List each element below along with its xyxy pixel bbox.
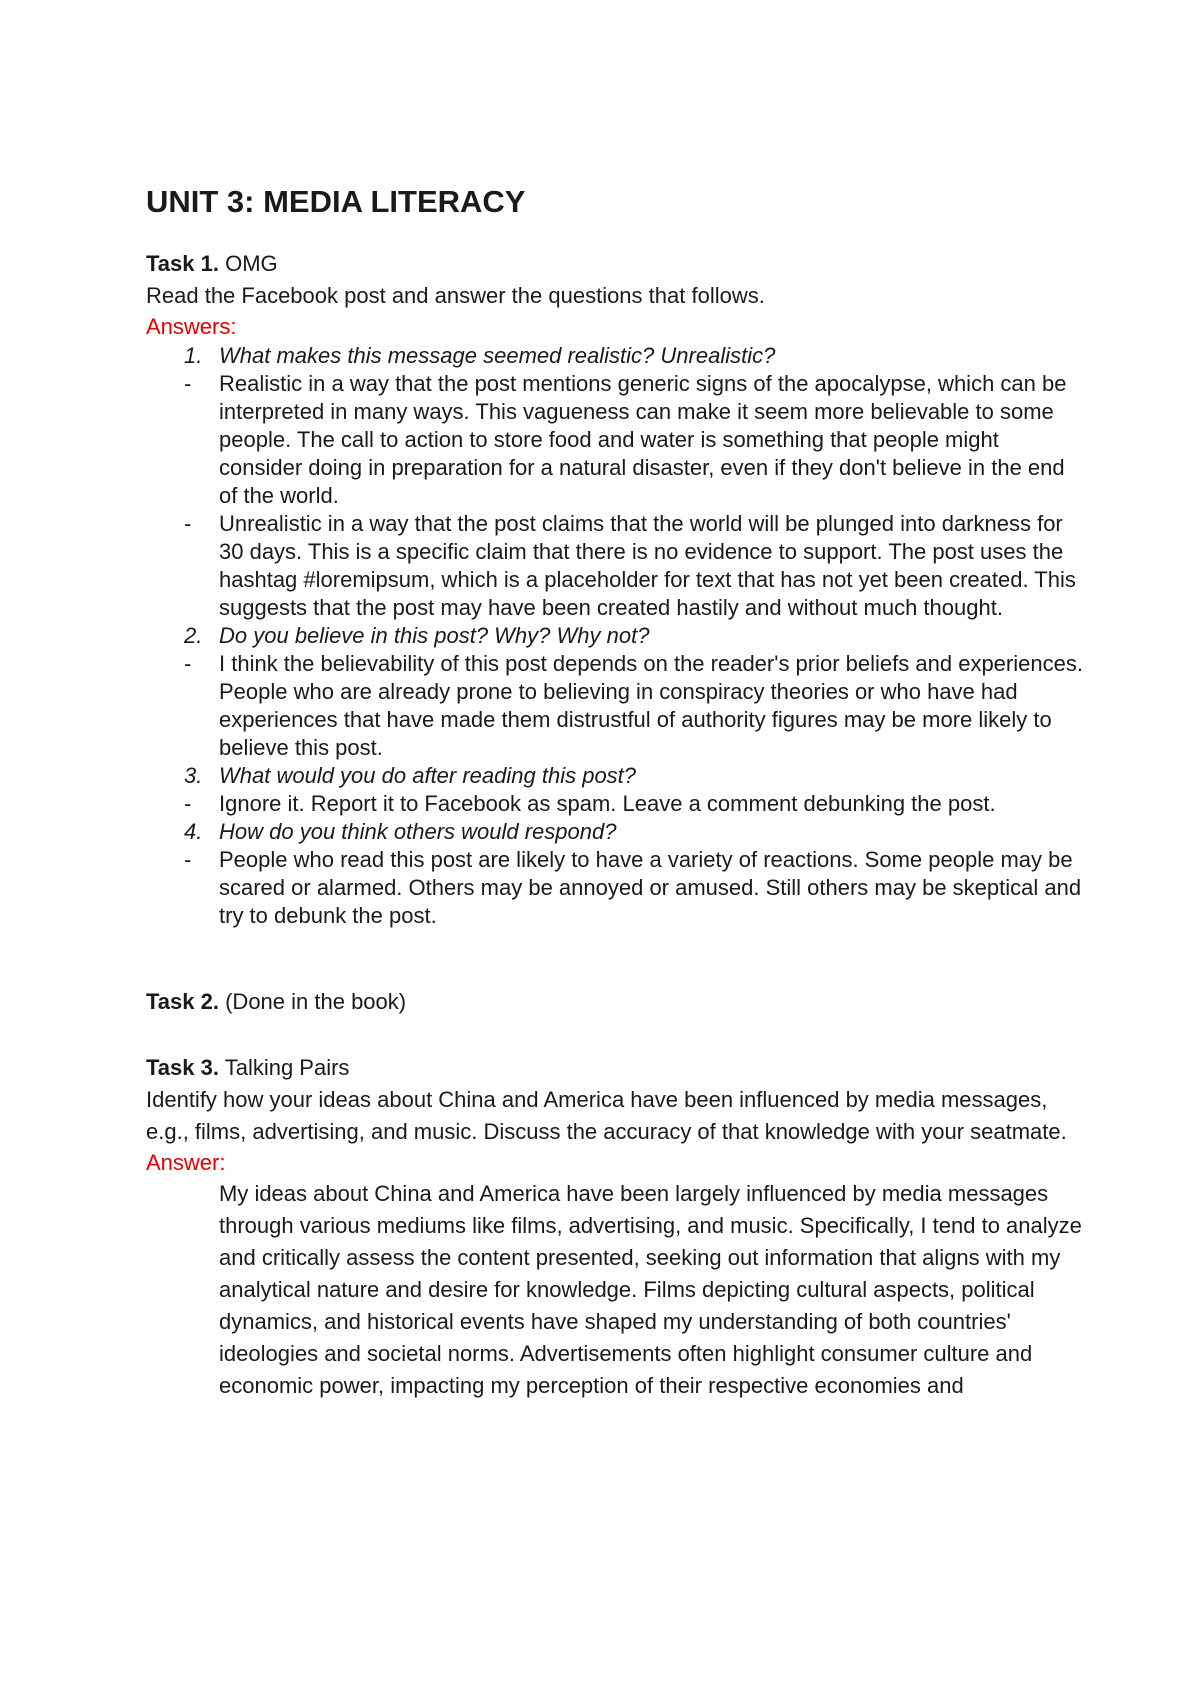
answer-1a <box>146 370 1086 510</box>
spacer <box>146 1018 1086 1052</box>
document-content <box>146 180 1086 1402</box>
task3-name: Talking Pairs <box>224 1055 350 1080</box>
list-marker: 1. <box>184 343 203 368</box>
list-marker: - <box>184 511 192 536</box>
task2-label: Task 2. <box>146 989 219 1014</box>
answer-3 <box>146 790 1086 818</box>
page-title: UNIT 3: MEDIA LITERACY <box>146 184 526 219</box>
answer-text: I think the believability of this post depends on the reader's prior beliefs and experiences. People who are already prone to believing in conspiracy theories or who have had experiences that have made them distrustful of authority figures may be more likely to believe this post. <box>219 651 1083 760</box>
task1-instruction: Read the Facebook post and answer the questions that follows. <box>146 283 765 308</box>
question-3 <box>146 762 1086 790</box>
answer-text: Ignore it. Report it to Facebook as spam. Leave a comment debunking the post. <box>219 791 996 816</box>
question-text: What makes this message seemed realistic? Unrealistic? <box>219 343 776 368</box>
task1-answers-label: Answers: <box>146 314 237 339</box>
task2-heading <box>146 986 1086 1018</box>
list-marker: 4. <box>184 819 203 844</box>
answer-text: Unrealistic in a way that the post claims that the world will be plunged into darkness for 30 days. This is a specific claim that there is no evidence to support. The post uses the hashtag #loremipsum, which is a placeholder for text that has not yet been created. This suggests that the post may have been created hastily and without much thought. <box>219 511 1076 620</box>
spacer <box>146 930 1086 986</box>
answer-4 <box>146 846 1086 930</box>
task3-answer-label: Answer: <box>146 1150 226 1175</box>
answer-text: Realistic in a way that the post mentions generic signs of the apocalypse, which can be interpreted in many ways. This vagueness can make it seem more believable to some people. The call to action to store food and water is something that people might consider doing in preparation for a natural disaster, even if they don't believe in the end of the world. <box>219 371 1067 508</box>
question-text: What would you do after reading this post? <box>219 763 637 788</box>
answer-2 <box>146 650 1086 762</box>
question-1 <box>146 342 1086 370</box>
question-text: How do you think others would respond? <box>219 819 617 844</box>
list-marker: 3. <box>184 763 203 788</box>
task3-heading <box>146 1052 1086 1084</box>
question-4 <box>146 818 1086 846</box>
task1-qa-list <box>146 342 1086 930</box>
task3-instruction: Identify how your ideas about China and America have been influenced by media messages, e.g., films, advertising, and music. Discuss the accuracy of that knowledge with your seatmate. <box>146 1087 1067 1144</box>
question-2 <box>146 622 1086 650</box>
task3-answer-text: My ideas about China and America have been largely influenced by media messages through various mediums like films, advertising, and music. Specifically, I tend to analyze and critically assess the content presented, seeking out information that aligns with my analytical nature and desire for knowledge. Films depicting cultural aspects, political dynamics, and historical events have shaped my understanding of both countries' ideologies and societal norms. Advertisements often highlight consumer culture and economic power, impacting my perception of their respective economies and <box>219 1181 1082 1398</box>
task1-label: Task 1. <box>146 251 219 276</box>
task1-name: OMG <box>225 251 278 276</box>
answer-1b <box>146 510 1086 622</box>
list-marker: - <box>184 847 192 872</box>
list-marker: 2. <box>184 623 203 648</box>
task1-heading <box>146 248 1086 280</box>
list-marker: - <box>184 791 192 816</box>
task3-label: Task 3. <box>146 1055 219 1080</box>
list-marker: - <box>184 371 192 396</box>
task2-name: (Done in the book) <box>225 989 407 1014</box>
answer-text: People who read this post are likely to have a variety of reactions. Some people may be scared or alarmed. Others may be annoyed or amused. Still others may be skeptical and try to debunk the post. <box>219 847 1082 928</box>
question-text: Do you believe in this post? Why? Why not? <box>219 623 650 648</box>
list-marker: - <box>184 651 192 676</box>
